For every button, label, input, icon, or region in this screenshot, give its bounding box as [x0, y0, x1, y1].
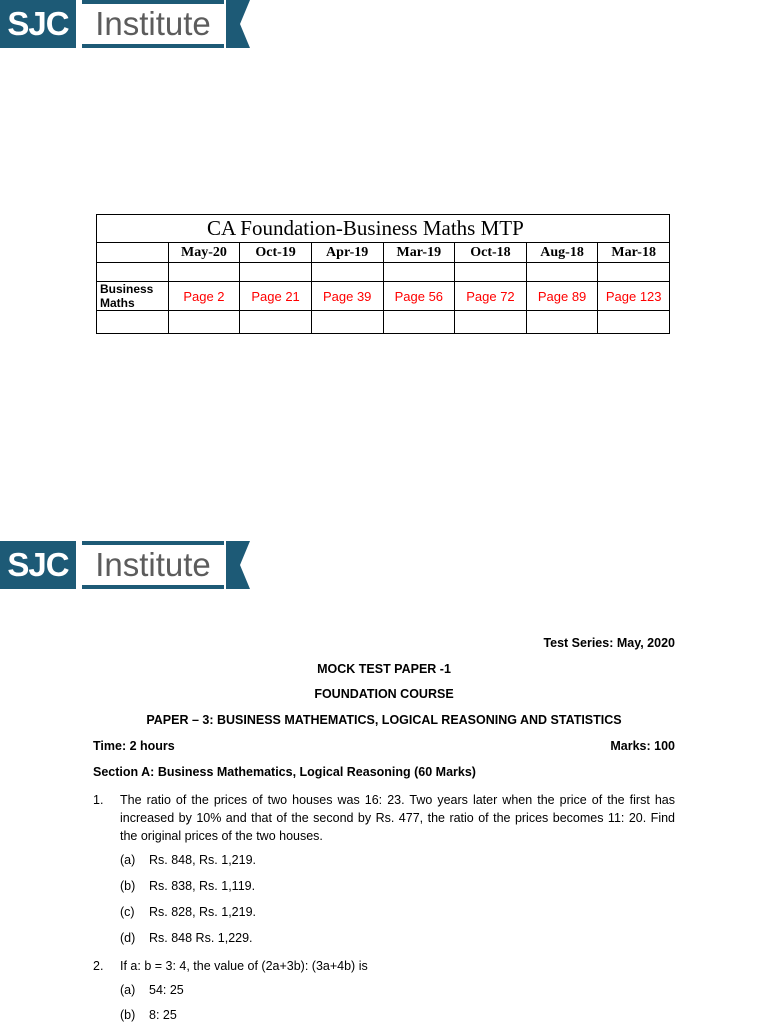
question-text: The ratio of the prices of two houses was 16: 23. Two years later when the price of the first has increased by 10% and that of the second by Rs. 477, the ratio of the prices becomes 11: 20. Find the original prices of the two houses. — [120, 793, 675, 843]
month-header: Apr-19 — [311, 243, 383, 263]
logo-institute-text: Institute — [82, 541, 224, 589]
question-2 — [93, 957, 675, 975]
option-label: (a) — [120, 983, 136, 997]
option-item — [120, 853, 256, 867]
page-link[interactable]: Page 2 — [168, 282, 240, 311]
paper-title: PAPER – 3: BUSINESS MATHEMATICS, LOGICAL REASONING AND STATISTICS — [146, 713, 622, 727]
page-link[interactable]: Page 39 — [311, 282, 383, 311]
logo-sjc-text: SJC — [0, 541, 76, 589]
sjc-logo-top — [0, 0, 250, 48]
month-header: Oct-19 — [240, 243, 312, 263]
option-text: 8: 25 — [149, 1008, 177, 1022]
option-item — [120, 1008, 177, 1022]
month-header: Mar-18 — [598, 243, 670, 263]
option-label: (a) — [120, 853, 136, 867]
month-header: Oct-18 — [455, 243, 527, 263]
logo-flag-icon — [226, 0, 250, 48]
option-item — [120, 931, 253, 945]
option-text: Rs. 838, Rs. 1,119. — [149, 879, 256, 893]
month-header-row — [97, 243, 670, 263]
option-text: 54: 25 — [149, 983, 184, 997]
option-label: (d) — [120, 931, 136, 945]
option-text: Rs. 848, Rs. 1,219. — [149, 853, 257, 867]
max-marks: Marks: 100 — [610, 739, 675, 753]
question-text: If a: b = 3: 4, the value of (2a+3b): (3a+4b) is — [120, 959, 368, 973]
logo-flag-icon — [226, 541, 250, 589]
option-label: (b) — [120, 1008, 136, 1022]
logo-sjc-text: SJC — [0, 0, 76, 48]
option-item — [120, 879, 255, 893]
month-header: Mar-19 — [383, 243, 455, 263]
table-title: CA Foundation-Business Maths MTP — [97, 215, 670, 243]
course-title: FOUNDATION COURSE — [314, 687, 454, 701]
option-item — [120, 905, 256, 919]
page-link[interactable]: Page 21 — [240, 282, 312, 311]
business-maths-row — [97, 282, 670, 311]
mtp-index-table — [96, 214, 670, 334]
option-item — [120, 983, 184, 997]
page-link[interactable]: Page 123 — [598, 282, 670, 311]
logo-institute-text: Institute — [82, 0, 224, 48]
page-link[interactable]: Page 56 — [383, 282, 455, 311]
section-heading: Section A: Business Mathematics, Logical Reasoning (60 Marks) — [93, 765, 476, 779]
page-link[interactable]: Page 89 — [526, 282, 598, 311]
question-number: 2. — [93, 959, 104, 973]
time-marks-row — [93, 739, 675, 753]
question-1 — [93, 791, 675, 845]
option-text: Rs. 828, Rs. 1,219. — [149, 905, 257, 919]
month-header: May-20 — [168, 243, 240, 263]
question-number: 1. — [93, 793, 104, 807]
empty-cell — [97, 243, 169, 263]
test-series: Test Series: May, 2020 — [543, 636, 675, 650]
option-text: Rs. 848 Rs. 1,229. — [149, 931, 253, 945]
month-header: Aug-18 — [526, 243, 598, 263]
option-label: (c) — [120, 905, 135, 919]
mock-test-title: MOCK TEST PAPER -1 — [317, 662, 451, 676]
page-link[interactable]: Page 72 — [455, 282, 527, 311]
sjc-logo-bottom — [0, 541, 250, 589]
option-label: (b) — [120, 879, 136, 893]
time-allowed: Time: 2 hours — [93, 739, 175, 753]
row-label: Business Maths — [97, 282, 169, 311]
blank-row — [97, 263, 670, 282]
blank-row — [97, 311, 670, 334]
